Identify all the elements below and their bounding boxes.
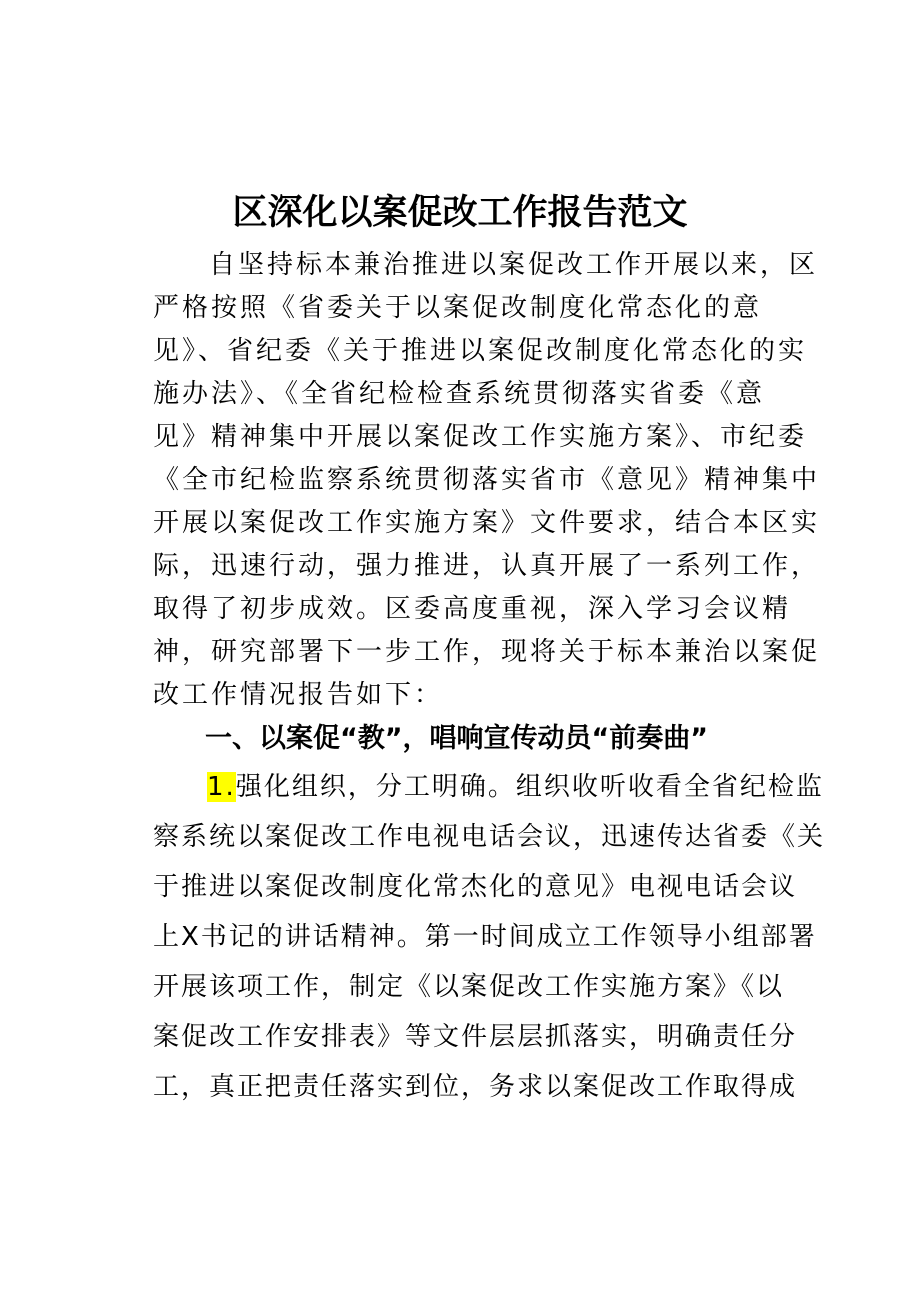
item-first-text: 强化组织，分工明确。组织收听收看全省纪检监 bbox=[235, 772, 824, 802]
intro-line: 取得了初步成效。区委高度重视，深入学习会议精 bbox=[153, 594, 792, 624]
intro-line: 见》精神集中开展以案促改工作实施方案》、市纪委 bbox=[153, 422, 808, 452]
item-number-highlight: 1. bbox=[207, 772, 236, 802]
intro-line: 改工作情况报告如下： bbox=[153, 680, 444, 710]
item-line: 于推进以案促改制度化常杰化的意见》电视电话会议 bbox=[153, 872, 798, 902]
document-title: 区深化以案促改工作报告范文 bbox=[232, 193, 688, 233]
item-line: 开展该项工作，制定《以案促改工作实施方案》《以 bbox=[153, 972, 785, 1002]
item-first-line bbox=[207, 765, 824, 809]
item-line: 工，真正把责任落实到位，务求以案促改工作取得成 bbox=[153, 1072, 798, 1102]
intro-line: 《全市纪检监察系统贯彻落实省市《意见》精神集中 bbox=[153, 465, 821, 495]
section-heading: 一、以案促“教”，唱响宣传动员“前奏曲” bbox=[205, 723, 708, 754]
item-line: 案促改工作安排表》等文件层层抓落实，明确责任分 bbox=[153, 1022, 798, 1052]
item-line: 察系统以案促改工作电视电话会议，迅速传达省委《关 bbox=[153, 822, 826, 852]
intro-line: 见》、省纪委《关于推进以案促改制度化常态化的实 bbox=[153, 336, 808, 366]
intro-line: 施办法》、《全省纪检检查系统贯彻落实省委《意 bbox=[153, 379, 766, 409]
intro-line: 神，研究部署下一步工作，现将关于标本兼治以案促 bbox=[153, 637, 821, 667]
item-line: 上X书记的讲话精神。第一时间成立工作领导小组部署 bbox=[153, 922, 817, 952]
intro-line: 际，迅速行动，强力推进，认真开展了一系列工作， bbox=[153, 551, 821, 581]
intro-line: 严格按照《省委关于以案促改制度化常态化的意 bbox=[153, 293, 763, 323]
intro-line: 自坚持标本兼治推进以案促改工作开展以来，区 bbox=[209, 250, 819, 280]
intro-line: 开展以案促改工作实施方案》文件要求，结合本区实 bbox=[153, 508, 821, 538]
